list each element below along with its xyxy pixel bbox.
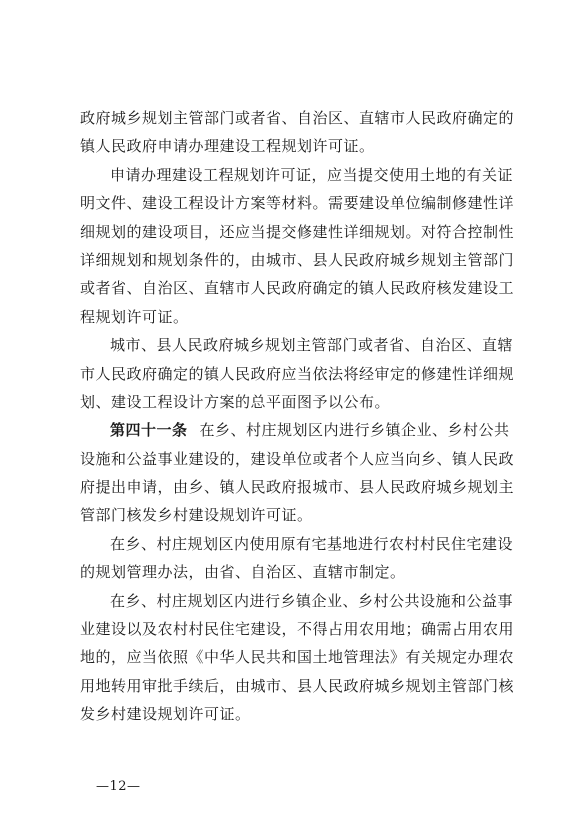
paragraph [80, 587, 515, 729]
text-line: 在乡、村庄规划区内进行乡镇企业、乡村公共设施和公益事 [110, 591, 514, 610]
article-text: 在乡、村庄规划区内进行乡镇企业、乡村公共 [199, 421, 510, 440]
paragraph [80, 161, 515, 331]
text-line: 详细规划和规划条件的，由城市、县人民政府城乡规划主管部门 [80, 250, 515, 269]
text-line: 城市、县人民政府城乡规划主管部门或者省、自治区、直辖 [110, 336, 514, 355]
document-body [80, 104, 515, 729]
text-line: 用地转用审批手续后，由城市、县人民政府城乡规划主管部门核 [80, 676, 515, 695]
text-line [80, 416, 512, 444]
text-line: 设施和公益事业建设的，建设单位或者个人应当向乡、镇人民政 [80, 449, 515, 468]
paragraph [80, 331, 515, 416]
text-line: 发乡村建设规划许可证。 [80, 705, 251, 724]
text-line: 在乡、村庄规划区内使用原有宅基地进行农村村民住宅建设 [110, 534, 514, 553]
article-heading: 第四十一条 [110, 421, 188, 440]
text-line: 业建设以及农村村民住宅建设，不得占用农用地；确需占用农用 [80, 620, 515, 639]
paragraph [80, 530, 512, 587]
text-line: 程规划许可证。 [80, 307, 189, 326]
text-line: 府提出申请，由乡、镇人民政府报城市、县人民政府城乡规划主 [80, 478, 515, 497]
paragraph [80, 104, 515, 161]
text-line: 政府城乡规划主管部门或者省、自治区、直辖市人民政府确定的 [80, 109, 515, 127]
text-line: 申请办理建设工程规划许可证，应当提交使用土地的有关证 [110, 165, 514, 184]
text-line: 市人民政府确定的镇人民政府应当依法将经审定的修建性详细规 [80, 364, 515, 383]
text-line: 的规划管理办法，由省、自治区、直辖市制定。 [80, 563, 406, 582]
text-line: 划、建设工程设计方案的总平面图予以公布。 [80, 392, 391, 411]
page-number: —12— [96, 779, 141, 794]
article-paragraph [80, 416, 515, 530]
text-line: 管部门核发乡村建设规划许可证。 [80, 506, 313, 525]
text-line: 明文件、建设工程设计方案等材料。需要建设单位编制修建性详 [80, 194, 515, 213]
text-line: 细规划的建设项目，还应当提交修建性详细规划。对符合控制性 [80, 222, 515, 241]
text-line: 或者省、自治区、直辖市人民政府确定的镇人民政府核发建设工 [80, 279, 515, 298]
text-line: 镇人民政府申请办理建设工程规划许可证。 [80, 137, 375, 156]
text-line: 地的，应当依照《中华人民共和国土地管理法》有关规定办理农 [80, 648, 515, 667]
